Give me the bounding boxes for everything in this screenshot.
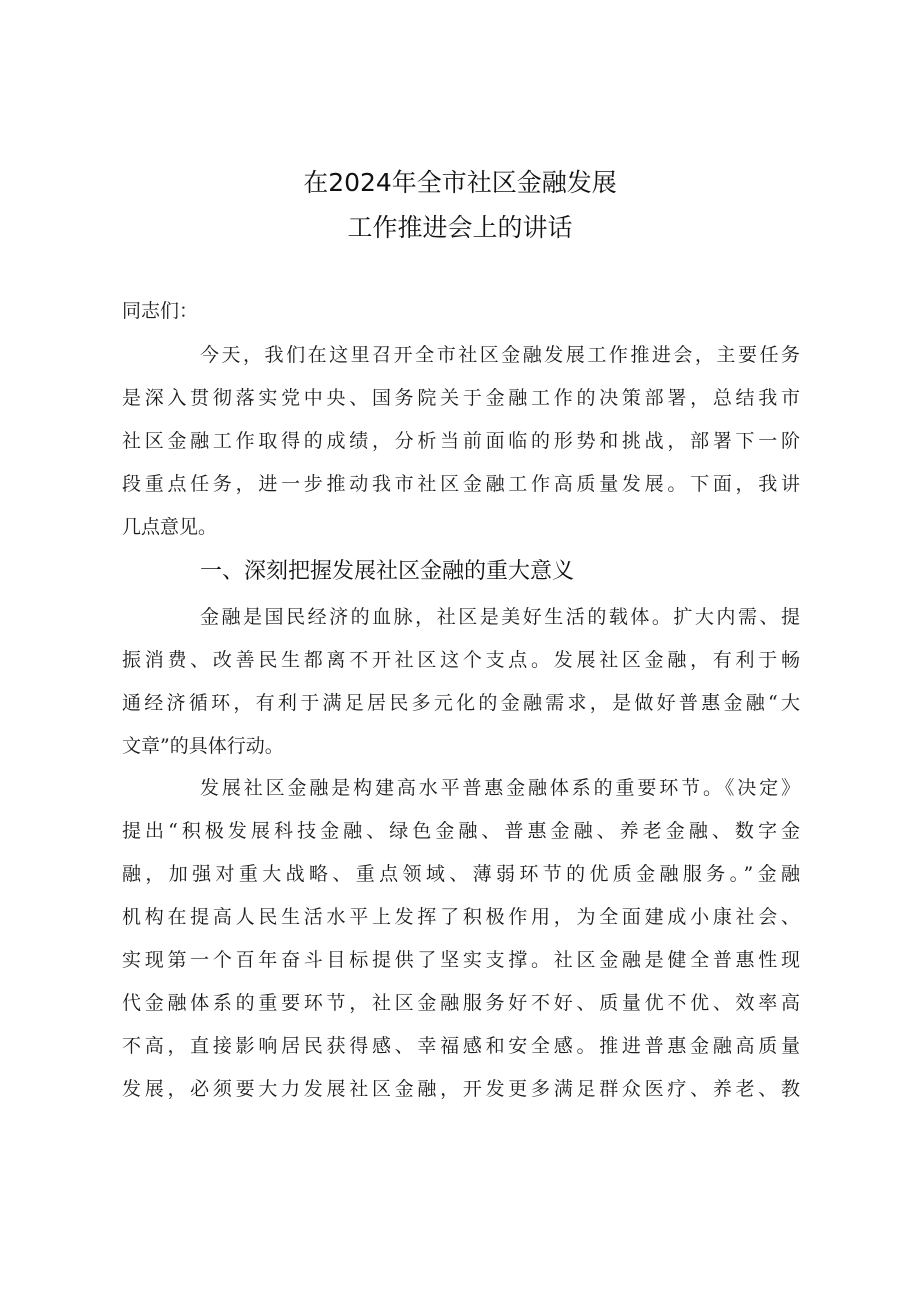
- paragraph-line: 发展社区金融是构建高水平普惠金融体系的重要环节。《决定》: [200, 777, 800, 799]
- document-title-line-1: 在2024年全市社区金融发展: [303, 168, 617, 197]
- paragraph-line: 段重点任务，进一步推动我市社区金融工作高质量发展。下面，我讲: [122, 473, 800, 495]
- paragraph-line: 提出“积极发展科技金融、绿色金融、普惠金融、养老金融、数字金: [122, 820, 800, 842]
- paragraph-line: 通经济循环，有利于满足居民多元化的金融需求，是做好普惠金融“大: [122, 692, 800, 714]
- paragraph-line: 是深入贯彻落实党中央、国务院关于金融工作的决策部署，总结我市: [122, 387, 800, 409]
- document-title-line-2: 工作推进会上的讲话: [347, 213, 573, 242]
- paragraph-line: 发展，必须要大力发展社区金融，开发更多满足群众医疗、养老、教: [122, 1078, 800, 1100]
- paragraph-line: 实现第一个百年奋斗目标提供了坚实支撑。社区金融是健全普惠性现: [122, 949, 800, 971]
- paragraph-line: 振消费、改善民生都离不开社区这个支点。发展社区金融，有利于畅: [122, 649, 800, 671]
- paragraph-line: 今天，我们在这里召开全市社区金融发展工作推进会，主要任务: [200, 344, 800, 366]
- paragraph-line: 文章”的具体行动。: [122, 735, 284, 757]
- paragraph-line: 社区金融工作取得的成绩，分析当前面临的形势和挑战，部署下一阶: [122, 430, 800, 452]
- paragraph-line: 代金融体系的重要环节，社区金融服务好不好、质量优不优、效率高: [122, 992, 800, 1014]
- section-heading-1: 一、深刻把握发展社区金融的重大意义: [200, 559, 575, 584]
- paragraph-line: 融，加强对重大战略、重点领域、薄弱环节的优质金融服务。”金融: [122, 863, 800, 885]
- paragraph-line: 几点意见。: [122, 516, 218, 538]
- paragraph-line: 金融是国民经济的血脉，社区是美好生活的载体。扩大内需、提: [200, 606, 800, 628]
- salutation: 同志们：: [122, 300, 199, 322]
- paragraph-line: 不高，直接影响居民获得感、幸福感和安全感。推进普惠金融高质量: [122, 1035, 800, 1057]
- paragraph-line: 机构在提高人民生活水平上发挥了积极作用，为全面建成小康社会、: [122, 906, 800, 928]
